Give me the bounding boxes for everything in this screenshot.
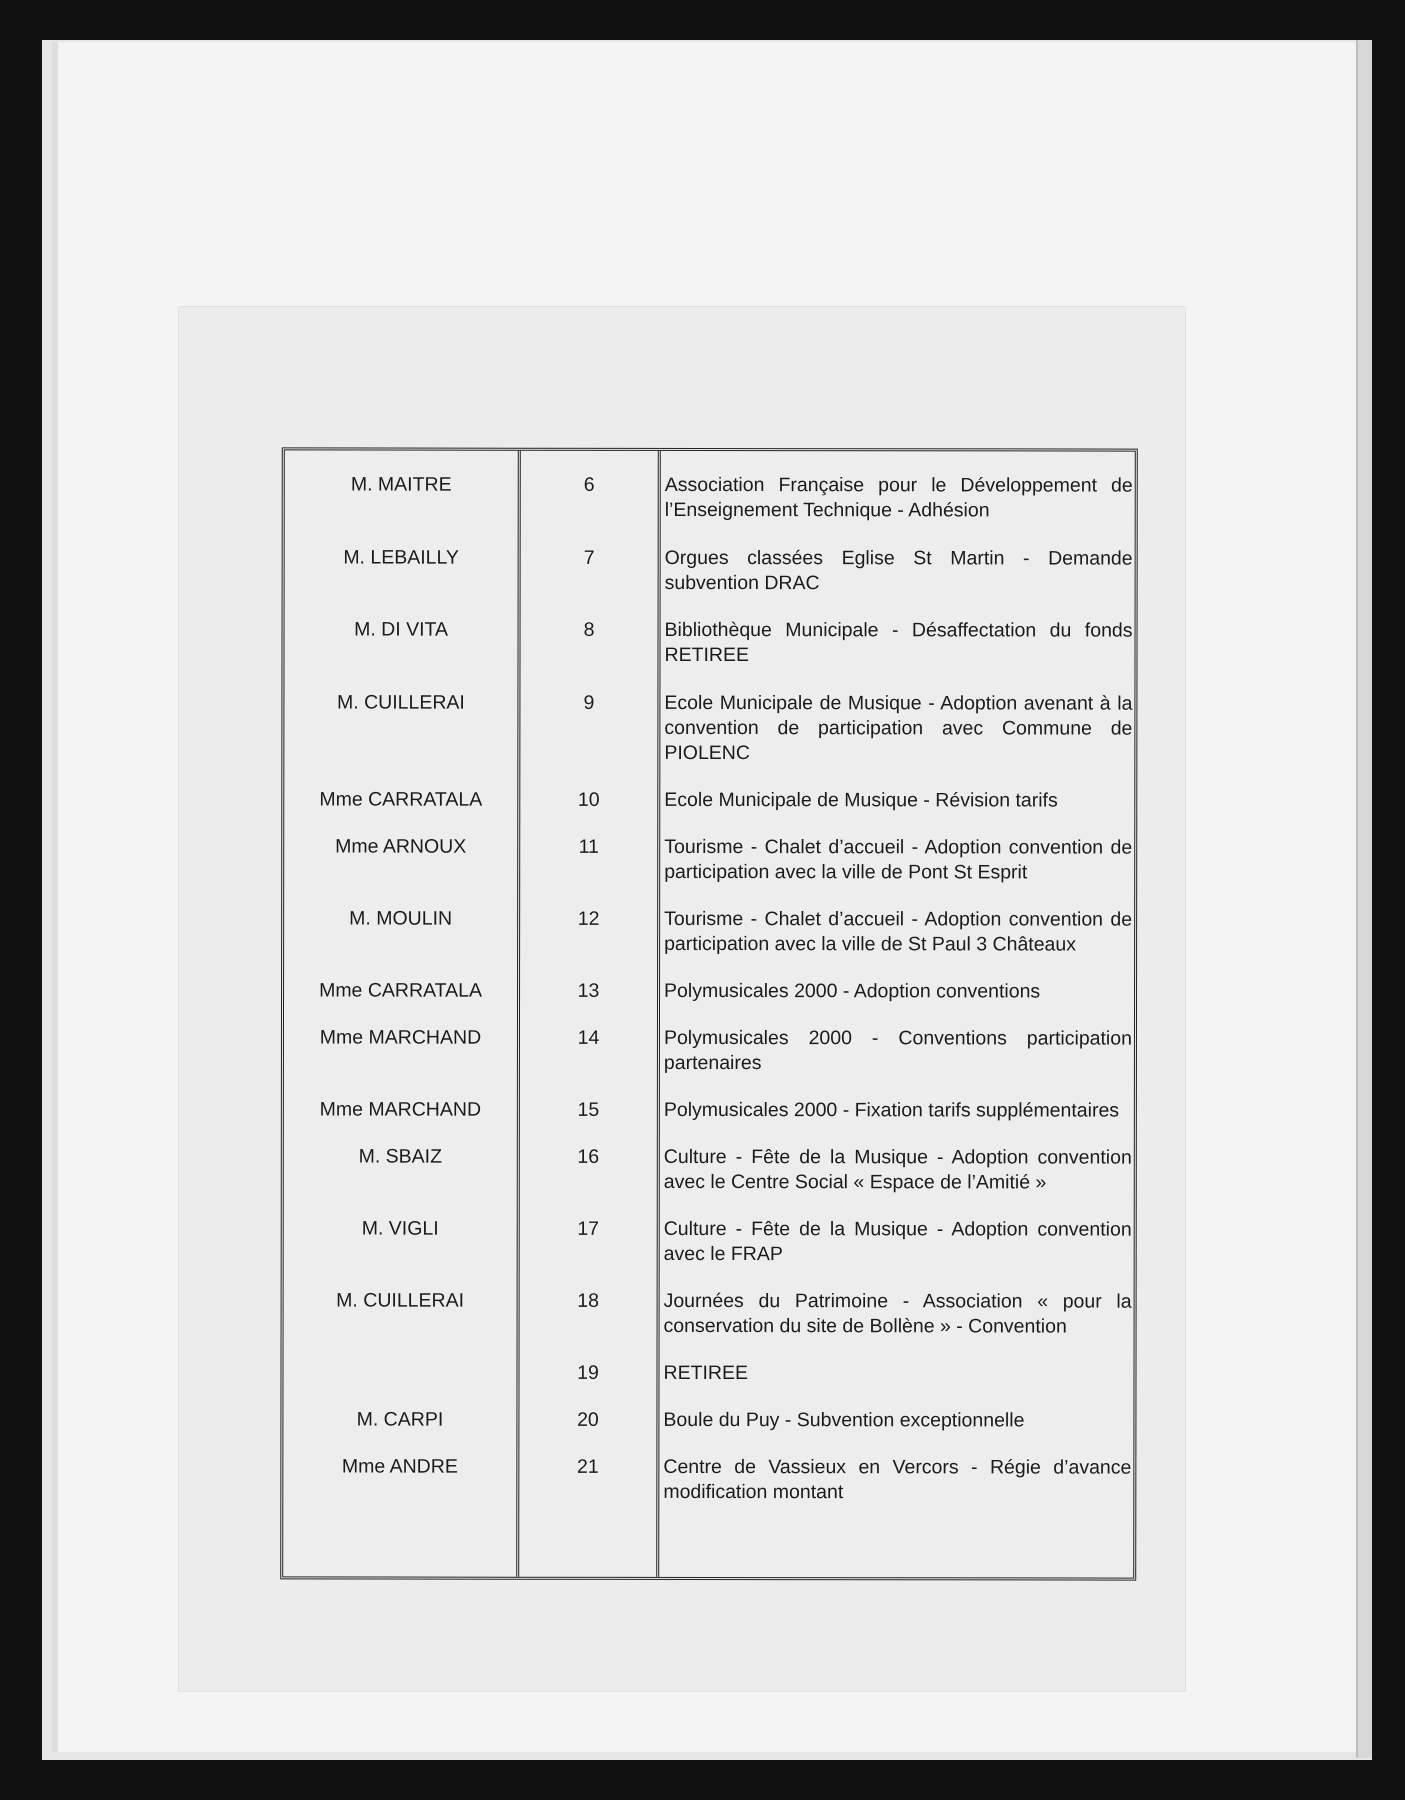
- rapporteur-name: Mme ANDRE: [341, 1455, 458, 1478]
- rapporteur-name: Mme MARCHAND: [319, 1098, 482, 1121]
- item-subject: Polymusicales 2000 - Adoption conventions: [664, 979, 1041, 1003]
- item-number: 6: [583, 473, 595, 496]
- agenda-row: [284, 906, 1134, 957]
- agenda-row: [284, 1097, 1134, 1123]
- agenda-row: [284, 1288, 1134, 1339]
- item-number: 10: [577, 788, 600, 811]
- rapporteur-name: M. DI VITA: [354, 618, 449, 641]
- row-spacer-cell: [284, 1003, 1134, 1026]
- row-spacer: [285, 595, 1135, 618]
- item-subject: Polymusicales 2000 - Conventions participation partenaires: [663, 1026, 1132, 1075]
- item-subject: Association Française pour le Développement de l’Enseignement Technique - Adhésion: [664, 473, 1133, 522]
- row-spacer-cell: [284, 956, 1134, 979]
- row-spacer: [284, 667, 1134, 691]
- item-subject: RETIREE: [663, 1361, 749, 1385]
- item-number: 12: [577, 907, 600, 930]
- rapporteur-name: Mme CARRATALA: [319, 979, 482, 1002]
- agenda-row: [284, 1025, 1134, 1076]
- item-subject: Culture - Fête de la Musique - Adoption convention avec le FRAP: [663, 1217, 1132, 1266]
- item-subject: Ecole Municipale de Musique - Adoption avenant à la convention de participation avec Commune de PIOLENC: [664, 691, 1133, 765]
- agenda-row: [284, 1144, 1134, 1195]
- item-subject: Boule du Puy - Subvention exceptionnelle: [663, 1408, 1025, 1432]
- item-subject: Orgues classées Eglise St Martin - Demande subvention DRAC: [664, 546, 1133, 595]
- row-spacer: [284, 812, 1134, 835]
- row-spacer: [283, 1432, 1133, 1455]
- agenda-row: [284, 617, 1134, 668]
- row-spacer: [284, 1266, 1134, 1289]
- row-spacer-cell: [284, 1122, 1134, 1145]
- rapporteur-name: Mme ARNOUX: [335, 835, 467, 858]
- rapporteur-name: M. CUILLERAI: [336, 691, 465, 714]
- item-number: 7: [583, 546, 595, 569]
- item-subject: Polymusicales 2000 - Fixation tarifs supplémentaires: [663, 1098, 1120, 1122]
- agenda-table-body: [283, 472, 1134, 1505]
- rapporteur-name: M. CUILLERAI: [336, 1289, 465, 1312]
- rapporteur-name: Mme CARRATALA: [319, 788, 483, 811]
- page-right-edge: [1356, 40, 1372, 1758]
- row-spacer-cell: [284, 884, 1134, 907]
- row-spacer-cell: [285, 522, 1135, 546]
- item-subject: Ecole Municipale de Musique - Révision tarifs: [664, 788, 1058, 812]
- rapporteur-name: M. MAITRE: [350, 473, 452, 496]
- item-number: 14: [577, 1026, 600, 1049]
- row-spacer: [284, 765, 1134, 788]
- item-number: 19: [577, 1361, 599, 1384]
- agenda-row: [284, 690, 1134, 766]
- row-spacer-cell: [283, 1432, 1133, 1455]
- rapporteur-name: M. MOULIN: [349, 907, 453, 930]
- row-spacer: [285, 522, 1135, 546]
- rapporteur-name: M. SBAIZ: [358, 1145, 443, 1168]
- row-spacer: [284, 884, 1134, 907]
- row-spacer-cell: [284, 765, 1134, 788]
- agenda-row: [285, 545, 1135, 596]
- row-spacer-cell: [285, 595, 1135, 618]
- item-number: 17: [577, 1217, 600, 1240]
- item-subject: Journées du Patrimoine - Association « pour la conservation du site de Bollène » - Convention: [663, 1289, 1132, 1338]
- agenda-row: [284, 834, 1134, 885]
- row-spacer: [284, 1338, 1134, 1361]
- row-spacer-cell: [284, 667, 1134, 691]
- agenda-row: [284, 978, 1134, 1004]
- row-spacer: [283, 1385, 1133, 1408]
- row-spacer: [284, 1075, 1134, 1098]
- row-spacer: [284, 956, 1134, 979]
- agenda-row: [284, 787, 1134, 813]
- rapporteur-name: M. LEBAILLY: [343, 546, 459, 569]
- agenda-row: [285, 472, 1135, 523]
- rapporteur-name: Mme MARCHAND: [319, 1026, 482, 1049]
- item-subject: Centre de Vassieux en Vercors - Régie d’avance modification montant: [663, 1455, 1132, 1504]
- row-spacer: [284, 1122, 1134, 1145]
- row-spacer-cell: [284, 1194, 1134, 1217]
- item-subject: Bibliothèque Municipale - Désaffectation du fonds RETIREE: [664, 618, 1133, 667]
- item-number: 18: [577, 1289, 599, 1312]
- rapporteur-name: M. CARPI: [356, 1408, 444, 1431]
- item-subject: Culture - Fête de la Musique - Adoption convention avec le Centre Social « Espace de l’Amitié »: [663, 1145, 1132, 1194]
- agenda-row: [284, 1216, 1134, 1267]
- item-subject: Tourisme - Chalet d’accueil - Adoption convention de participation avec la ville de Pont St Esprit: [664, 835, 1133, 884]
- item-number: 13: [577, 979, 600, 1002]
- item-subject: Tourisme - Chalet d’accueil - Adoption convention de participation avec la ville de St Paul 3 Châteaux: [664, 907, 1133, 956]
- item-number: 16: [577, 1145, 600, 1168]
- item-number: 15: [577, 1098, 600, 1121]
- item-number: 8: [583, 618, 595, 641]
- row-spacer-cell: [283, 1385, 1133, 1408]
- row-spacer-cell: [284, 1266, 1134, 1289]
- item-number: 20: [577, 1408, 599, 1431]
- agenda-row: [283, 1454, 1133, 1505]
- item-number: 9: [583, 691, 595, 714]
- row-spacer-cell: [284, 1338, 1134, 1361]
- row-spacer-cell: [284, 1075, 1134, 1098]
- item-number: 21: [576, 1455, 599, 1478]
- item-number: 11: [578, 835, 599, 858]
- rapporteur-name: [283, 1360, 516, 1385]
- row-spacer-cell: [284, 812, 1134, 835]
- row-spacer: [284, 1194, 1134, 1217]
- rapporteur-name: M. VIGLI: [361, 1217, 439, 1240]
- agenda-row: [283, 1360, 1133, 1386]
- row-spacer: [284, 1003, 1134, 1026]
- agenda-row: [283, 1407, 1133, 1433]
- agenda-table: [280, 447, 1138, 1580]
